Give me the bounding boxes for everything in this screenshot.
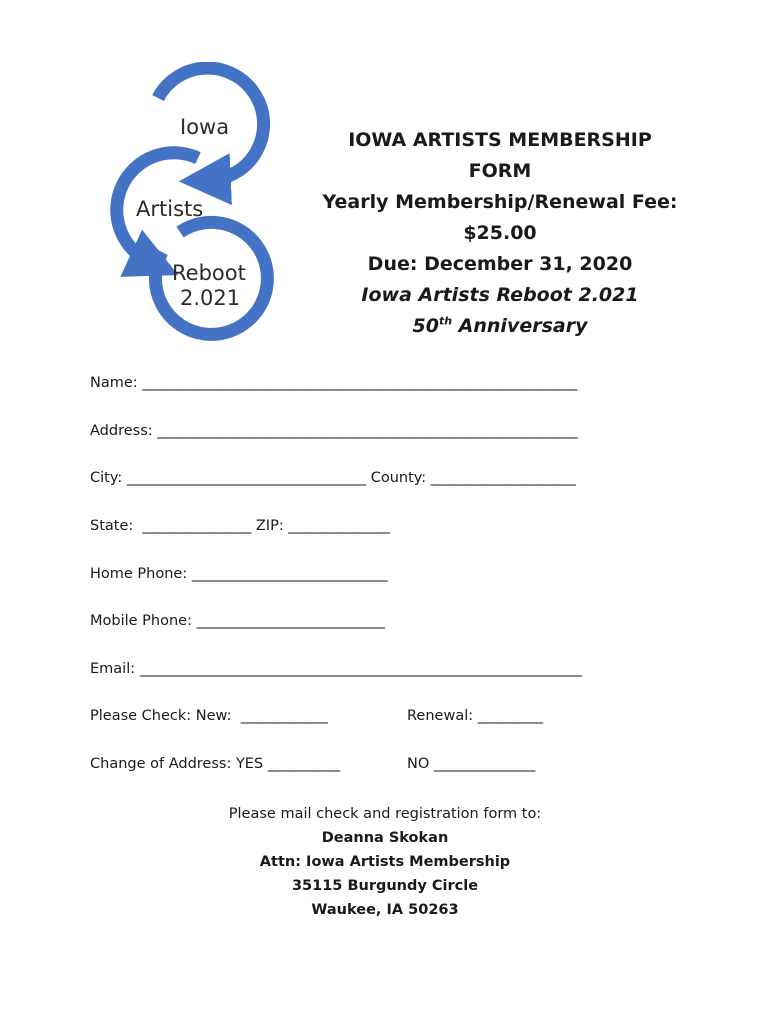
logo-word-iowa: Iowa	[180, 115, 230, 139]
email-field[interactable]	[90, 661, 582, 677]
form-header	[320, 125, 680, 342]
zip-blank[interactable]: ______________	[283, 518, 390, 534]
change-address-label: Change of Address: YES	[90, 756, 264, 772]
renewal-blank[interactable]: _________	[473, 708, 543, 724]
new-blank[interactable]: ____________	[231, 708, 328, 724]
city-county-field[interactable]	[90, 470, 576, 486]
fee-label: Yearly Membership/Renewal Fee:	[322, 191, 678, 213]
county-label: County:	[370, 470, 427, 486]
state-blank[interactable]: _______________	[133, 518, 256, 534]
name-field[interactable]	[90, 375, 577, 391]
state-label: State:	[90, 518, 134, 534]
name-label: Name:	[90, 375, 138, 391]
logo-word-version: 2.021	[180, 286, 241, 310]
email-blank[interactable]: _____________________________________________________________	[135, 661, 582, 677]
new-membership-check[interactable]	[90, 708, 328, 724]
anniversary-number: 50	[412, 315, 439, 337]
home-phone-blank[interactable]: ___________________________	[187, 566, 388, 582]
mailing-name: Deanna Skokan	[321, 830, 449, 846]
state-zip-field[interactable]	[90, 518, 390, 534]
mailing-city: Waukee, IA 50263	[311, 902, 459, 918]
anniversary-word: Anniversary	[452, 315, 588, 337]
zip-label: ZIP:	[255, 518, 284, 534]
anniversary-suffix: th	[438, 314, 453, 328]
home-phone-label: Home Phone:	[90, 566, 188, 582]
mobile-phone-blank[interactable]: __________________________	[191, 613, 386, 629]
mobile-phone-field[interactable]	[90, 613, 385, 629]
no-blank[interactable]: ______________	[429, 756, 536, 772]
no-label: NO	[407, 756, 430, 772]
due-date: Due: December 31, 2020	[367, 253, 633, 275]
renewal-check[interactable]	[407, 708, 543, 724]
renewal-label: Renewal:	[407, 708, 474, 724]
city-blank[interactable]: _________________________________	[122, 470, 371, 486]
mailing-instructions	[185, 802, 585, 922]
yes-blank[interactable]: __________	[263, 756, 341, 772]
reboot-title: Iowa Artists Reboot 2.021	[361, 284, 639, 306]
mobile-phone-label: Mobile Phone:	[90, 613, 192, 629]
address-field[interactable]	[90, 423, 578, 439]
county-blank[interactable]: ____________________	[426, 470, 576, 486]
logo-word-artists: Artists	[136, 197, 204, 221]
address-label: Address:	[90, 423, 153, 439]
please-check-label: Please Check: New:	[90, 708, 232, 724]
mailing-instruction: Please mail check and registration form to:	[228, 806, 542, 822]
form-title: IOWA ARTISTS MEMBERSHIP FORM	[348, 129, 652, 182]
name-blank[interactable]: ____________________________________________________________	[137, 375, 578, 391]
logo-word-reboot: Reboot	[172, 261, 246, 285]
anniversary	[320, 311, 680, 342]
email-label: Email:	[90, 661, 136, 677]
change-address-yes[interactable]	[90, 756, 340, 772]
change-address-no[interactable]	[407, 756, 535, 772]
mailing-attn: Attn: Iowa Artists Membership	[259, 854, 511, 870]
city-label: City:	[90, 470, 123, 486]
mailing-street: 35115 Burgundy Circle	[291, 878, 479, 894]
fee-amount: $25.00	[463, 222, 537, 244]
iowa-artists-reboot-logo	[100, 62, 280, 362]
home-phone-field[interactable]	[90, 566, 388, 582]
address-blank[interactable]: __________________________________________________________	[152, 423, 578, 439]
